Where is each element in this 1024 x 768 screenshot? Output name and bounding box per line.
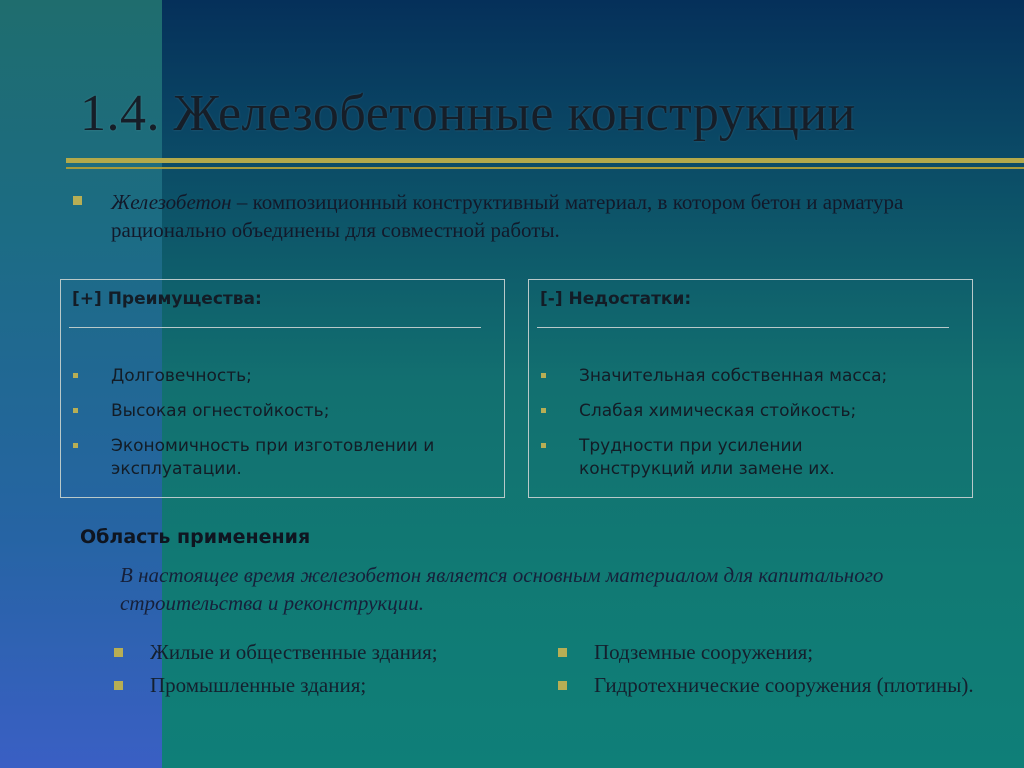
list-item-text: Долговечность; <box>111 366 252 386</box>
advantages-list <box>61 365 504 493</box>
list-item <box>112 637 542 667</box>
list-item-text: Трудности при усилении конструкций или замене их. <box>579 436 835 479</box>
application-list-right <box>556 637 976 703</box>
advantages-box <box>60 279 505 498</box>
list-item <box>61 365 504 388</box>
list-item <box>61 435 504 481</box>
bullet-icon <box>541 443 546 448</box>
bullet-icon <box>541 373 546 378</box>
list-item-text: Экономичность при изготовлении и эксплуатации. <box>111 436 435 479</box>
advantages-heading: [+] Преимущества: <box>72 289 262 309</box>
application-list-left <box>112 637 542 703</box>
list-item-text: Высокая огнестойкость; <box>111 401 330 421</box>
list-item <box>556 637 976 667</box>
list-item <box>112 670 542 700</box>
disadvantages-box <box>528 279 973 498</box>
bullet-icon <box>73 408 78 413</box>
bullet-icon <box>73 443 78 448</box>
disadvantages-list <box>529 365 972 493</box>
slide-title: 1.4. Железобетонные конструкции <box>80 85 856 142</box>
list-item-text: Жилые и общественные здания; <box>150 640 438 664</box>
bullet-icon <box>73 373 78 378</box>
application-heading: Область применения <box>80 526 311 548</box>
bullet-icon <box>114 648 123 657</box>
list-item-text: Значительная собственная масса; <box>579 366 888 386</box>
bullet-icon <box>541 408 546 413</box>
definition-text: – композиционный конструктивный материал, в котором бетон и арматура рационально объединены для совместной работы. <box>111 190 904 242</box>
application-text: В настоящее время железобетон является основным материалом для капитального строительства и реконструкции. <box>120 563 884 615</box>
disadvantages-divider <box>537 327 949 328</box>
bullet-icon <box>558 648 567 657</box>
list-item <box>529 435 972 481</box>
list-item-text: Слабая химическая стойкость; <box>579 401 857 421</box>
advantages-divider <box>69 327 481 328</box>
bullet-icon <box>558 681 567 690</box>
definition-term: Железобетон <box>111 190 232 214</box>
list-item <box>529 400 972 423</box>
definition-bullet-icon <box>73 196 82 205</box>
list-item <box>529 365 972 388</box>
disadvantages-heading: [-] Недостатки: <box>540 289 692 309</box>
bullet-icon <box>114 681 123 690</box>
list-item-text: Промышленные здания; <box>150 673 367 697</box>
list-item-text: Гидротехнические сооружения (плотины). <box>594 673 974 697</box>
list-item-text: Подземные сооружения; <box>594 640 814 664</box>
title-underline-thin <box>66 167 1024 169</box>
definition-paragraph <box>111 188 971 244</box>
list-item <box>61 400 504 423</box>
title-underline-thick <box>66 158 1024 163</box>
list-item <box>556 670 976 700</box>
